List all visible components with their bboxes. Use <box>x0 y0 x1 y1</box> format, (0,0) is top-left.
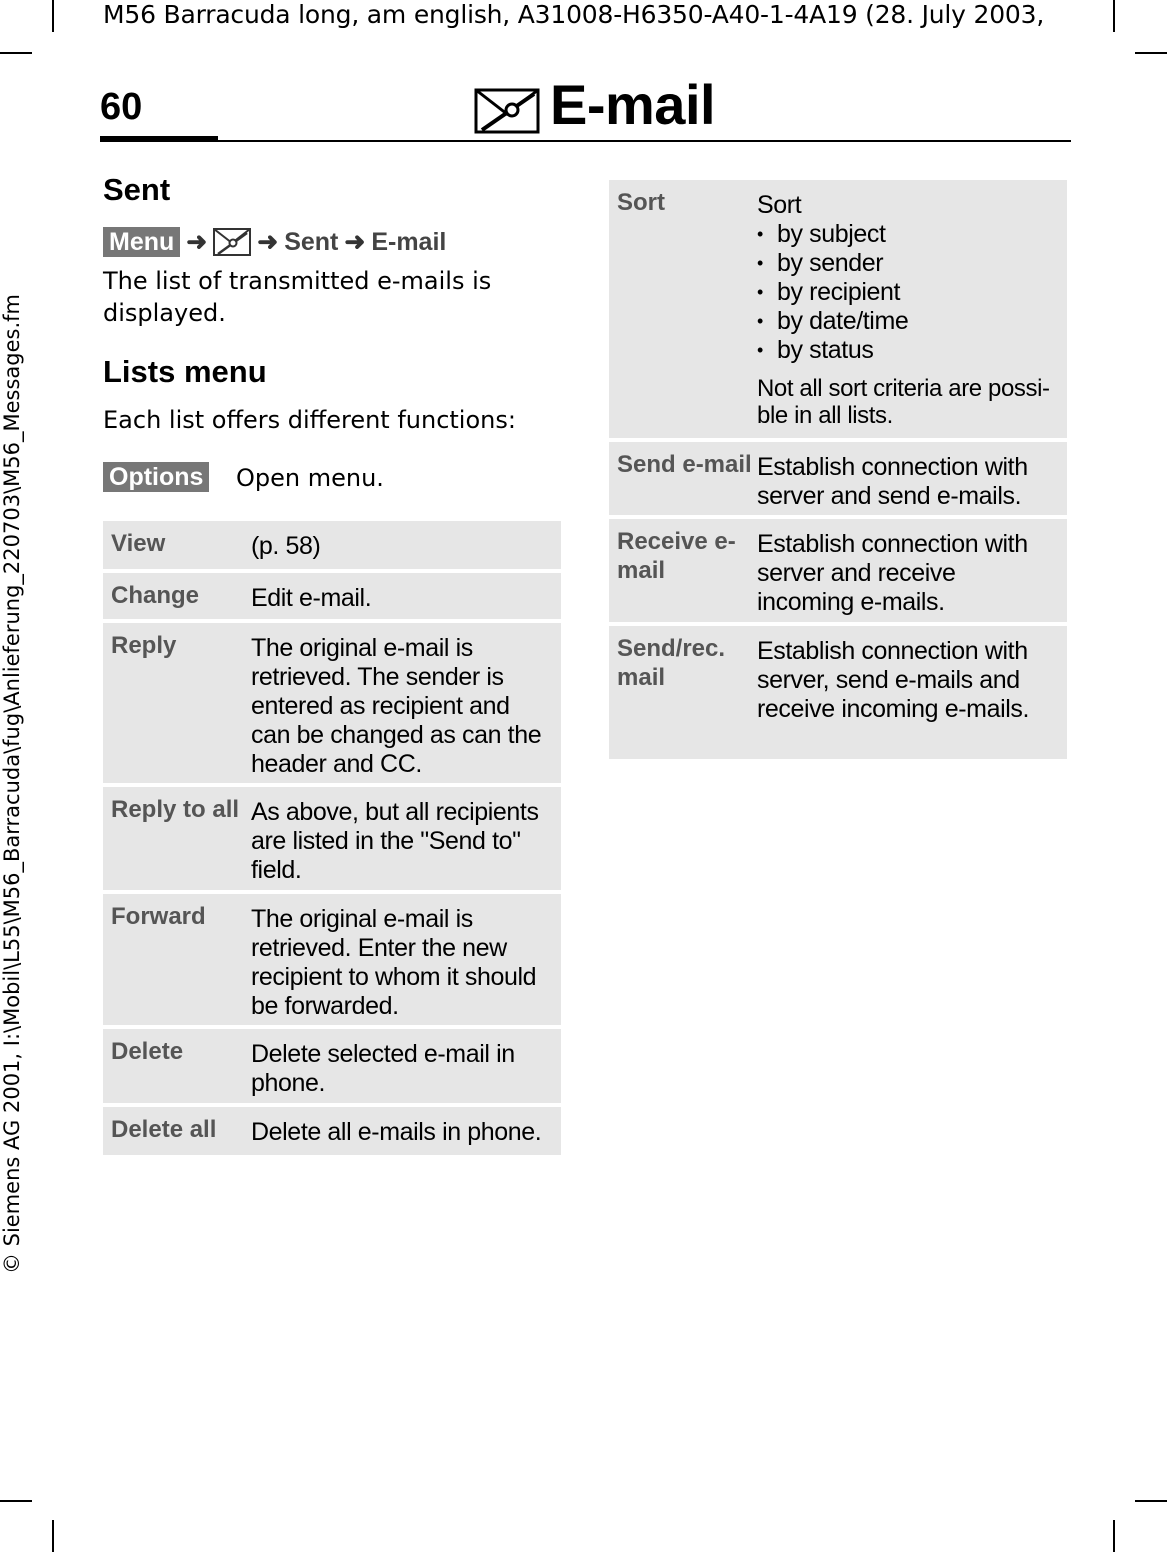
option-description: Establish connection with server and send e-mails. <box>757 453 1028 510</box>
sort-note: Not all sort criteria are possi-ble in all lists. <box>757 375 1050 429</box>
crop-mark <box>52 1520 54 1552</box>
list-item: • by subject <box>757 220 1055 249</box>
option-term: View <box>111 530 166 557</box>
crop-mark <box>0 1500 32 1502</box>
path-item-sent: Sent <box>284 227 339 256</box>
sort-criteria-list <box>757 220 1055 365</box>
option-description: Establish connection with server, send e-mails and receive incoming e-mails. <box>757 637 1030 723</box>
crop-mark <box>1113 0 1115 32</box>
envelope-email-icon <box>213 227 251 257</box>
crop-mark <box>52 0 54 32</box>
table-row <box>609 442 1067 515</box>
option-description: Delete selected e-mail in phone. <box>251 1040 515 1097</box>
option-term: Send e-mail <box>617 451 752 478</box>
option-term: Delete <box>111 1038 184 1065</box>
options-softkey[interactable]: Options <box>103 462 209 492</box>
table-row <box>103 623 561 783</box>
section-heading-lists-menu: Lists menu <box>103 354 267 389</box>
option-term: Reply to all <box>111 796 240 823</box>
option-description: The original e-mail is retrieved. The sender is entered as recipient and can be changed as can the header and CC. <box>251 634 542 778</box>
table-row <box>609 180 1067 438</box>
option-description <box>757 180 1067 438</box>
list-item: • by recipient <box>757 278 1055 307</box>
options-table-left <box>103 521 561 1159</box>
section-heading-sent: Sent <box>103 172 171 207</box>
option-description: The original e-mail is retrieved. Enter the new recipient to whom it should be forwarded. <box>251 905 537 1020</box>
arrow-right-icon: ➜ <box>257 228 279 256</box>
option-description: Edit e-mail. <box>251 584 372 612</box>
crop-mark <box>1135 52 1167 54</box>
option-description: (p. 58) <box>251 532 321 560</box>
option-term: Reply <box>111 632 177 659</box>
lists-menu-intro: Each list offers different functions: <box>103 406 516 434</box>
option-term: Send/rec. mail <box>617 635 726 691</box>
side-file-path: © Siemens AG 2001, I:\Mobil\L55\M56_Barracuda\fug\Anlieferung_220703\M56_Messages.fm <box>0 293 24 1275</box>
envelope-email-icon <box>474 86 540 134</box>
table-row <box>609 626 1067 759</box>
menu-softkey[interactable]: Menu <box>103 227 180 257</box>
crop-mark <box>1113 1520 1115 1552</box>
header-rule <box>218 140 1071 142</box>
path-item-email: E-mail <box>371 227 447 256</box>
table-row <box>103 894 561 1025</box>
running-header: M56 Barracuda long, am english, A31008-H6350-A40-1-4A19 (28. July 2003, <box>103 0 1045 29</box>
options-description: Open menu. <box>236 464 384 492</box>
sent-description: The list of transmitted e-mails is displayed. <box>103 267 492 327</box>
option-description: Delete all e-mails in phone. <box>251 1118 542 1146</box>
list-item: • by date/time <box>757 307 1055 336</box>
page-number: 60 <box>100 86 143 128</box>
arrow-right-icon: ➜ <box>344 228 366 256</box>
option-term: Delete all <box>111 1116 217 1143</box>
option-term: Forward <box>111 903 206 930</box>
table-row <box>103 1107 561 1155</box>
crop-mark <box>1135 1500 1167 1502</box>
option-term: Change <box>111 582 200 609</box>
arrow-right-icon: ➜ <box>186 228 208 256</box>
table-row <box>103 1029 561 1103</box>
table-row <box>103 521 561 569</box>
menu-path <box>103 226 446 258</box>
option-description: As above, but all recipients are listed in the "Send to" field. <box>251 798 539 884</box>
option-term: Sort <box>617 189 665 216</box>
option-description: Establish connection with server and receive incoming e-mails. <box>757 530 1028 616</box>
list-item: • by status <box>757 336 1055 365</box>
sort-label: Sort <box>757 191 802 219</box>
option-term: Receive e-mail <box>617 528 736 584</box>
table-row <box>609 519 1067 622</box>
options-table-right <box>609 180 1067 763</box>
table-row <box>103 787 561 890</box>
header-rule-thick <box>100 136 218 142</box>
table-row <box>103 573 561 619</box>
list-item: • by sender <box>757 249 1055 278</box>
chapter-title: E-mail <box>550 73 716 136</box>
crop-mark <box>0 52 32 54</box>
